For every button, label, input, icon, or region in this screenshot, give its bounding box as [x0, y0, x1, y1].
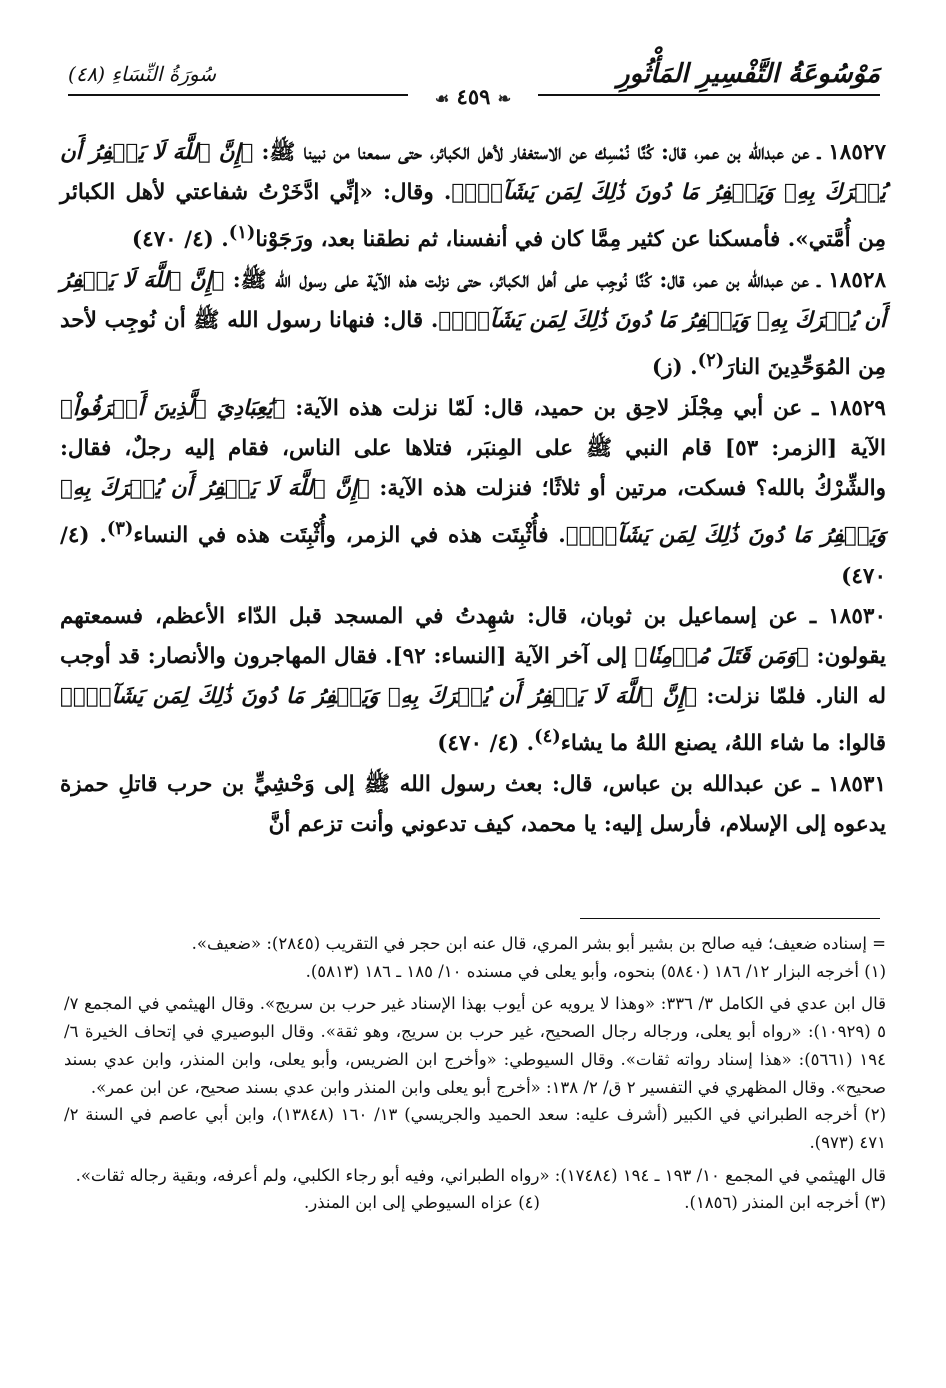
footnote-ref[interactable]: (٢)	[697, 350, 725, 372]
quran-verse: ﴿إِنَّ ٱللَّهَ لَا يَغۡفِرُ أَن يُشۡرَكَ بِهِۦ وَيَغۡفِرُ مَا دُونَ ذَٰلِكَ لِمَن يَشَآءُۚ﴾	[60, 684, 698, 710]
entry-number: ١٨٥٣١	[828, 771, 886, 797]
entry-text: . وقال: «	[359, 180, 452, 206]
footnote-1-commentary: قال ابن عدي في الكامل ٣/ ٣٣٦: «وهذا لا يرويه عن أيوب بهذا الإسناد غير حرب بن سريج». وقال الهيثمي في المجمع ٧/ ٥ (١٠٩٢٩): «رواه أبو يعلى، ورجاله رجال الصحيح، غير حرب بن سريج، وهو ثقة». وقال البوصيري في إتحاف الخيرة ٦/ ١٩٤ (٥٦٦١): «هذا إسناد رواته ثقات». وقال السيوطي: «وأخرج ابن الضريس، وأبو يعلى، وابن المنذر، وابن عدي بسند صحيح». وقال المظهري في التفسير ٢ ق/ ٢/ ١٣٨: «أخرج أبو يعلى وابن المنذر وابن عدي بسند صحيح، عن ابن عمر».	[64, 994, 887, 1097]
footnote-ref[interactable]: (٤)	[534, 726, 561, 748]
quran-verse: ﴿إِنَّ ٱللَّهَ لَا يَغۡفِرُ أَن يُشۡرَكَ بِهِۦ وَيَغۡفِرُ مَا دُونَ ذَٰلِكَ لِمَن يَشَآءُۚ﴾	[60, 475, 887, 549]
footnote-2-commentary: قال الهيثمي في المجمع ١٠/ ١٩٣ ـ ١٩٤ (١٧٤٨٤): «رواه الطبراني، وفيه أبو رجاء الكلبي، ولم أعرفه، وبقية رجاله ثقات».	[75, 1165, 886, 1185]
footnote-1: (١) أخرجه البزار ١٢/ ١٨٦ (٥٨٤٠) بنحوه، وأبو يعلى في مسنده ١٠/ ١٨٥ ـ ١٨٦ (٥٨١٣).	[305, 961, 886, 981]
footnote-ref[interactable]: (١)	[228, 222, 256, 244]
volume-reference: . (٤/ ٤٧٠)	[437, 731, 535, 757]
entry-text: ـ عن إسماعيل بن ثوبان، قال: شهِدتُ في المسجد قبل الدّاء الأعظم، فسمعتهم يقولون:	[60, 603, 886, 669]
volume-reference: . (ز)	[651, 355, 698, 381]
entry-text: . قال: فنهانا رسول الله ﷺ أن نُوجِب لأحد مِن المُوَحِّدِينَ النارَ	[60, 307, 886, 381]
entry-text: ـ عن عبدالله بن عمر، قال: كُنَّا نُوجِب على أهل الكبائر، حتى نزلت هذه الآية على رسول الله ﷺ:	[224, 267, 829, 293]
entry-number: ١٨٥٢٨	[828, 267, 886, 293]
page-number: ٤٥٩	[456, 84, 491, 109]
entry-number: ١٨٥٣٠	[828, 603, 886, 629]
quran-verse: ﴿إِنَّ ٱللَّهَ لَا يَغۡفِرُ أَن يُشۡرَكَ بِهِۦ وَيَغۡفِرُ مَا دُونَ ذَٰلِكَ لِمَن يَشَآءُۚ﴾	[60, 267, 886, 333]
entry-number: ١٨٥٢٧	[828, 140, 886, 165]
hadith-entry-18527	[60, 133, 886, 261]
hadith-entry-18528	[60, 261, 886, 389]
surah-title: سُورَةُ النِّسَاءِ (٤٨)	[68, 62, 217, 86]
page-number-box	[408, 84, 538, 110]
footnotes	[64, 930, 886, 1217]
entry-text: ـ عن عبدالله بن عمر، قال: كُنَّا نُمْسِك عن الاستغفار لأهل الكبائر، حتى سمعنا من نبينا ﷺ:	[253, 140, 829, 165]
footnote-divider	[580, 918, 880, 919]
hadith-entry-18529	[60, 389, 886, 597]
quran-verse: ﴿يَٰعِبَادِيَ ٱلَّذِينَ أَسۡرَفُواْ﴾	[60, 395, 286, 421]
entry-text: ». فأمسكنا عن كثير مِمَّا كان في أنفسنا، ثم نطقنا بعد، ورَجَوْنا	[255, 227, 809, 253]
quran-verse: ﴿وَمَن قَتَلَ مُؤۡمِنٗا﴾	[634, 643, 809, 669]
main-text	[60, 133, 886, 845]
entry-text: . فأُثْبِتَت هذه في الزمر، وأُثْبِتَت هذه في النساء	[133, 523, 566, 549]
volume-reference: . (٤/ ٤٧٠)	[131, 227, 229, 253]
footnote-continuation: = إسناده ضعيف؛ فيه صالح بن بشير أبو بشر المري، قال عنه ابن حجر في التقريب (٢٨٤٥): «ضعيف».	[191, 934, 886, 953]
footnote-3: (٣) أخرجه ابن المنذر (١٨٥٦).	[684, 1193, 886, 1213]
footnote-row	[64, 1189, 886, 1217]
entry-text: إلى آخر الآية [النساء: ٩٢]. فقال المهاجرون والأنصار: قد أوجب له النار. فلمّا نزلت:	[60, 643, 886, 710]
volume-reference: . (٤/ ٤٧٠)	[60, 523, 886, 589]
entry-text: ـ عن أبي مِجْلَز لاحِق بن حميد، قال: لَمّا نزلت هذه الآية:	[285, 395, 829, 421]
entry-number: ١٨٥٢٩	[828, 395, 886, 421]
entry-text: ـ عن عبدالله بن عباس، قال: بعث رسول الله ﷺ إلى وَحْشِيٍّ بن حرب قاتلِ حمزة يدعوه إلى الإسلام، فأرسل إليه: يا محمد، كيف تدعوني وأنت تزعم أنَّ	[60, 771, 886, 837]
ornament-right-icon: ❧	[497, 89, 512, 108]
book-title: مَوْسُوعَةُ التَّفْسِيرِ المَأْثُورِ	[617, 59, 880, 89]
hadith-entry-18531	[60, 765, 886, 845]
entry-text: الآية [الزمر: ٥٣] قام النبي ﷺ على المِنبَر، فتلاها على الناس، فقام إليه رجلٌ، فقال: والشِّرْكُ بالله؟ فسكت، مرتين أو ثلاثًا؛ فنزلت هذه الآية:	[60, 435, 887, 501]
hadith-entry-18530	[60, 597, 886, 765]
footnote-2: (٢) أخرجه الطبراني في الكبير (أشرف عليه: سعد الحميد والجريسي) ١٣/ ١٦٠ (١٣٨٤٨)، وابن أبي عاصم في السنة ٢/ ٤٧١ (٩٧٣).	[64, 1105, 886, 1152]
hadith-quote: إنِّي ادَّخَرْتُ شفاعتي لأهل الكبائر مِن أُمَّتي	[60, 180, 886, 253]
ornament-left-icon: ☙	[434, 89, 450, 108]
quran-verse: ﴿إِنَّ ٱللَّهَ لَا يَغۡفِرُ أَن يُشۡرَكَ بِهِۦ وَيَغۡفِرُ مَا دُونَ ذَٰلِكَ لِمَن يَشَآءُۚ﴾	[60, 140, 886, 206]
entry-text: قالوا: ما شاء اللهُ، يصنع اللهُ ما يشاء	[560, 731, 886, 757]
footnote-4: (٤) عزاه السيوطي إلى ابن المنذر.	[304, 1193, 540, 1213]
footnote-ref[interactable]: (٣)	[106, 518, 134, 540]
